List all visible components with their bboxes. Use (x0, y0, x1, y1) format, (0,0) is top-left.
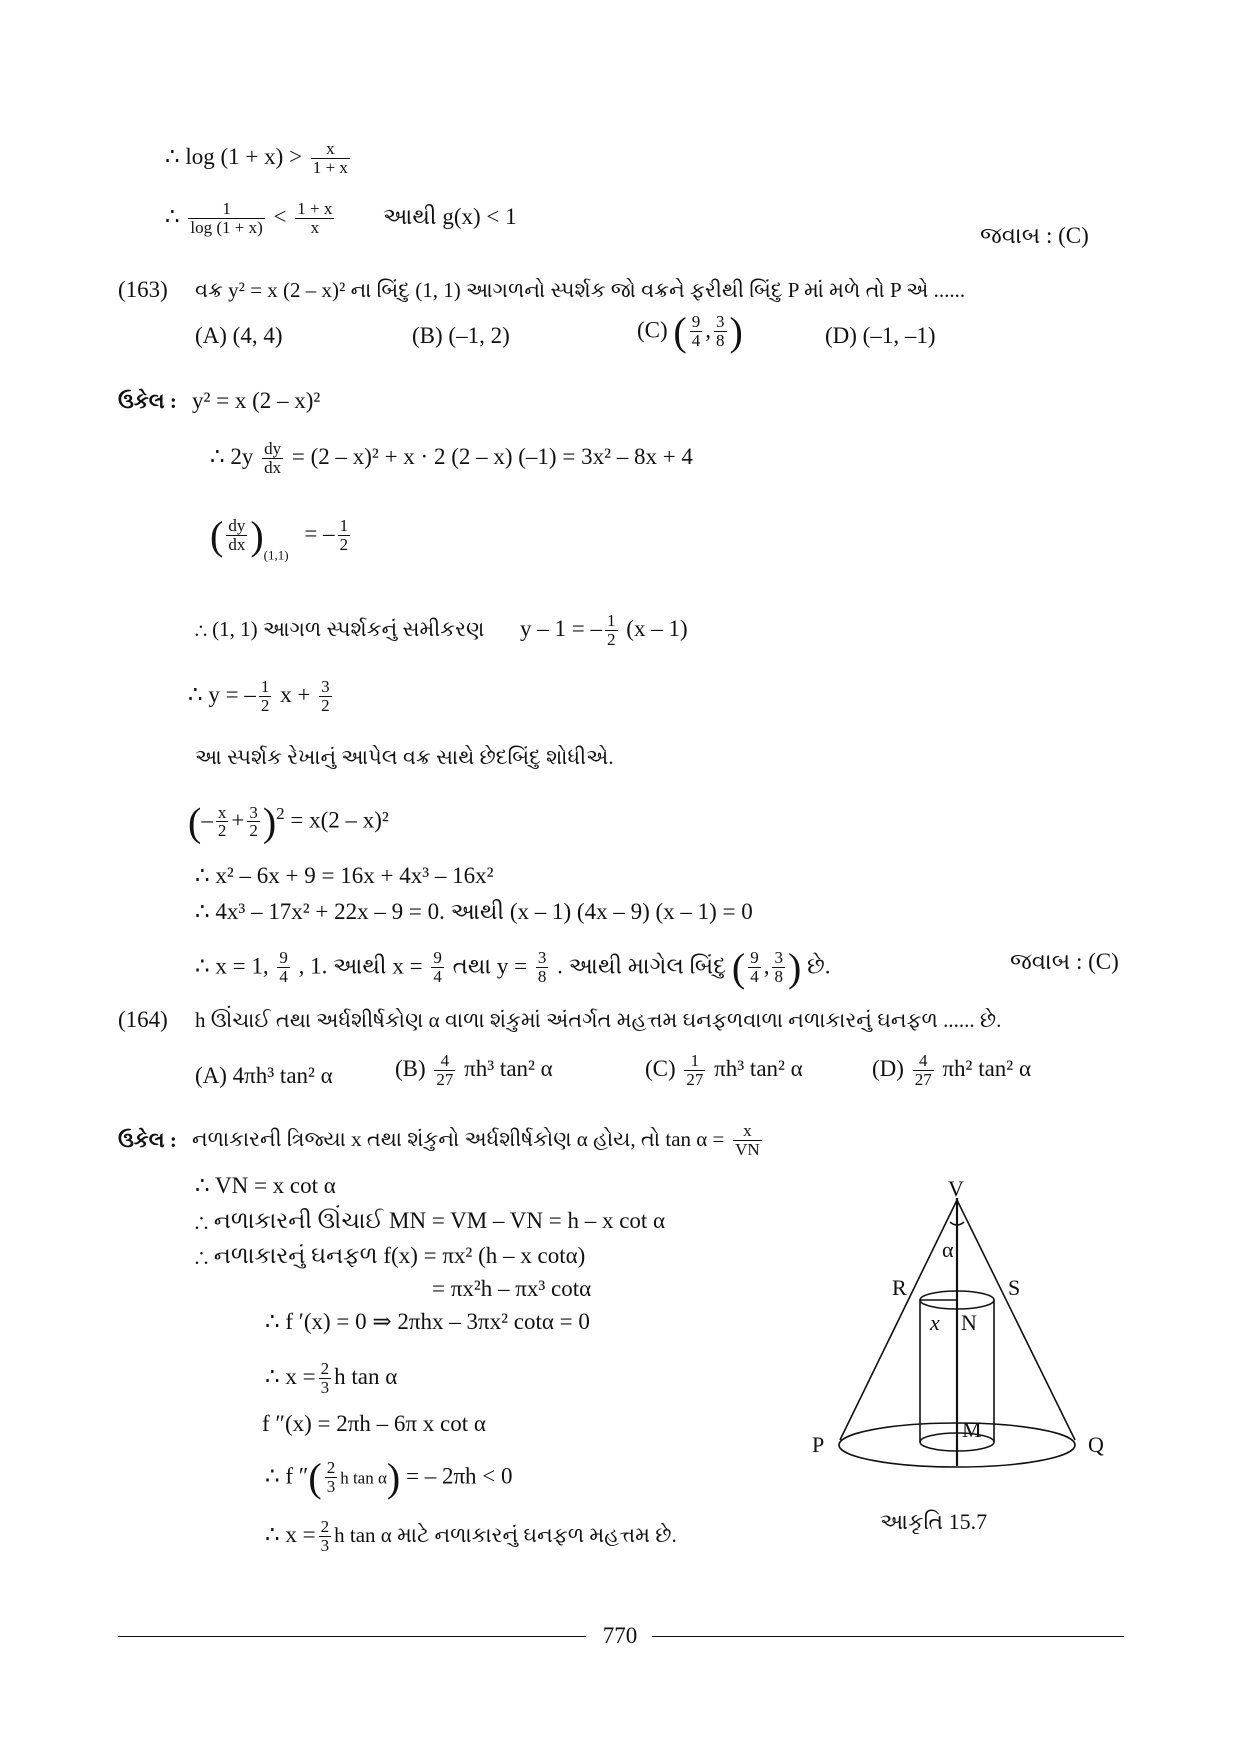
label-S: S (1008, 1275, 1021, 1300)
q163-number: (163) (118, 277, 168, 302)
cone-cylinder-figure (800, 1180, 1130, 1480)
q164-option-d: (D) $\frac{4}{27}$ πh² tan² α (872, 1051, 1031, 1089)
sol163-line-1: y² = x (2 – x)² (192, 388, 321, 413)
sol163-line-4: ∴ (1, 1) આગળ સ્પર્શકનું સમીકરણ y – 1 = – $\frac{1}{2}$ (x – 1) (195, 611, 688, 649)
sol164-line-2: ∴ VN = x cot α (195, 1173, 336, 1198)
top-line-1-lhs: ∴ log (1 + x) > (165, 144, 303, 170)
sol163-line-5: ∴ y = – $\frac{1}{2}$ x + $\frac{3}{2}$ (188, 677, 330, 715)
sol164-line-7: ∴ x = $\frac{2}{3}$ h tan α (265, 1359, 398, 1397)
q163-option-b: (B) (–1, 2) (412, 323, 510, 348)
top-line-1-fraction: $\frac{x}{1 + x}$ (312, 139, 348, 177)
top-line-2-frac-1: $\frac{1}{\log (1 + x)}$ (190, 199, 263, 237)
sol163-line-7: (– $\frac{x}{2}$ + $\frac{3}{2}$ )$^2$ = x(2 – x)² (188, 799, 389, 845)
sol164-line-6: ∴ f ′(x) = 0 ⇒ 2πhx – 3πx² cotα = 0 (265, 1309, 590, 1334)
sol163-line-10: ∴ x = 1, $\frac{9}{4}$ , 1. આથી x = $\frac{9}{4}$ તથા y = $\frac{3}{8}$ . આથી માગેલ બિંદુ ( $\frac{9}{4}$ , $\frac{3}{8}$ ) છે. (195, 945, 831, 990)
label-x: x (930, 1310, 940, 1335)
label-alpha: α (942, 1237, 954, 1262)
answer-163: જવાબ : (C) (1010, 949, 1119, 974)
footer-rule-left (118, 1636, 586, 1637)
sol163-line-9: ∴ 4x³ – 17x² + 22x – 9 = 0. આથી (x – 1) (4x – 9) (x – 1) = 0 (195, 899, 753, 924)
answer-162: જવાબ : (C) (980, 223, 1089, 248)
top-line-2-frac-2: $\frac{1 + x}{x}$ (297, 199, 333, 237)
footer-rule-right (652, 1636, 1124, 1637)
q163-option-a: (A) (4, 4) (195, 323, 283, 348)
label-M: M (962, 1417, 982, 1442)
sol163-line-8: ∴ x² – 6x + 9 = 16x + 4x³ – 16x² (195, 863, 494, 888)
label-V: V (948, 1180, 964, 1201)
label-R: R (892, 1275, 907, 1300)
sol164-line-8: f ″(x) = 2πh – 6π x cot α (262, 1411, 486, 1436)
sol164-line-4: ∴ નળાકારનું ઘનફળ f(x) = πx² (h – x cotα) (195, 1243, 586, 1268)
q164-text: h ઊંચાઈ તથા અર્ધશીર્ષકોણ α વાળા શંકુમાં અંતર્ગત મહત્તમ ઘનફળવાળા નળાકારનું ઘનફળ ...... છે. (195, 1008, 1002, 1032)
top-line-1 (165, 140, 353, 178)
sol163-line-3: ( $\frac{dy}{dx}$ )$_{(1,1)}$ = – $\frac{1}{2}$ (210, 513, 349, 563)
q164-number: (164) (118, 1007, 168, 1032)
label-Q: Q (1088, 1432, 1104, 1457)
sol164-line-1: નળાકારની ત્રિજ્યા x તથા શંકુનો અર્ધશીર્ષકોણ α હોય, તો tan α = $\frac{x}{VN}$ (192, 1121, 760, 1159)
top-line-2: ∴ $\frac{1}{\log (1 + x)}$ < $\frac{1 + x}{x}$ આથી g(x) < 1 (165, 199, 517, 237)
sol164-line-3: ∴ નળાકારની ઊંચાઈ MN = VM – VN = h – x cot α (195, 1208, 666, 1233)
figure-caption: આકૃતિ 15.7 (880, 1509, 988, 1534)
page-number: 770 (602, 1623, 638, 1648)
solution-163-label: ઉકેલ : (118, 389, 177, 413)
q163-option-c: (C) ( $\frac{9}{4}$ , $\frac{3}{8}$ ) (637, 309, 743, 354)
label-N: N (961, 1310, 977, 1335)
q163-option-d: (D) (–1, –1) (825, 323, 936, 348)
q164-option-a: (A) 4πh³ tan² α (195, 1063, 333, 1088)
solution-164-label: ઉકેલ : (118, 1128, 177, 1152)
sol164-line-9: ∴ f ″( $\frac{2}{3}$ h tan α) = – 2πh < 0 (265, 1455, 513, 1500)
q163-text: વક્ર y² = x (2 – x)² ના બિંદુ (1, 1) આગળનો સ્પર્શક જો વક્રને ફરીથી બિંદુ P માં મળે તો P એ ...... (195, 278, 966, 302)
label-P: P (812, 1432, 825, 1457)
q164-option-b: (B) $\frac{4}{27}$ πh³ tan² α (395, 1051, 553, 1089)
sol164-line-10: ∴ x = $\frac{2}{3}$ h tan α માટે નળાકારનું ઘનફળ મહત્તમ છે. (265, 1517, 677, 1555)
sol163-line-6: આ સ્પર્શક રેખાનું આપેલ વક્ર સાથે છેદબિંદુ શોધીએ. (195, 745, 614, 769)
sol163-line-2: ∴ 2y $\frac{dy}{dx}$ = (2 – x)² + x · 2 (2 – x) (–1) = 3x² – 8x + 4 (210, 439, 693, 477)
sol164-line-5: = πx²h – πx³ cotα (432, 1276, 592, 1301)
q164-option-c: (C) $\frac{1}{27}$ πh³ tan² α (645, 1051, 803, 1089)
